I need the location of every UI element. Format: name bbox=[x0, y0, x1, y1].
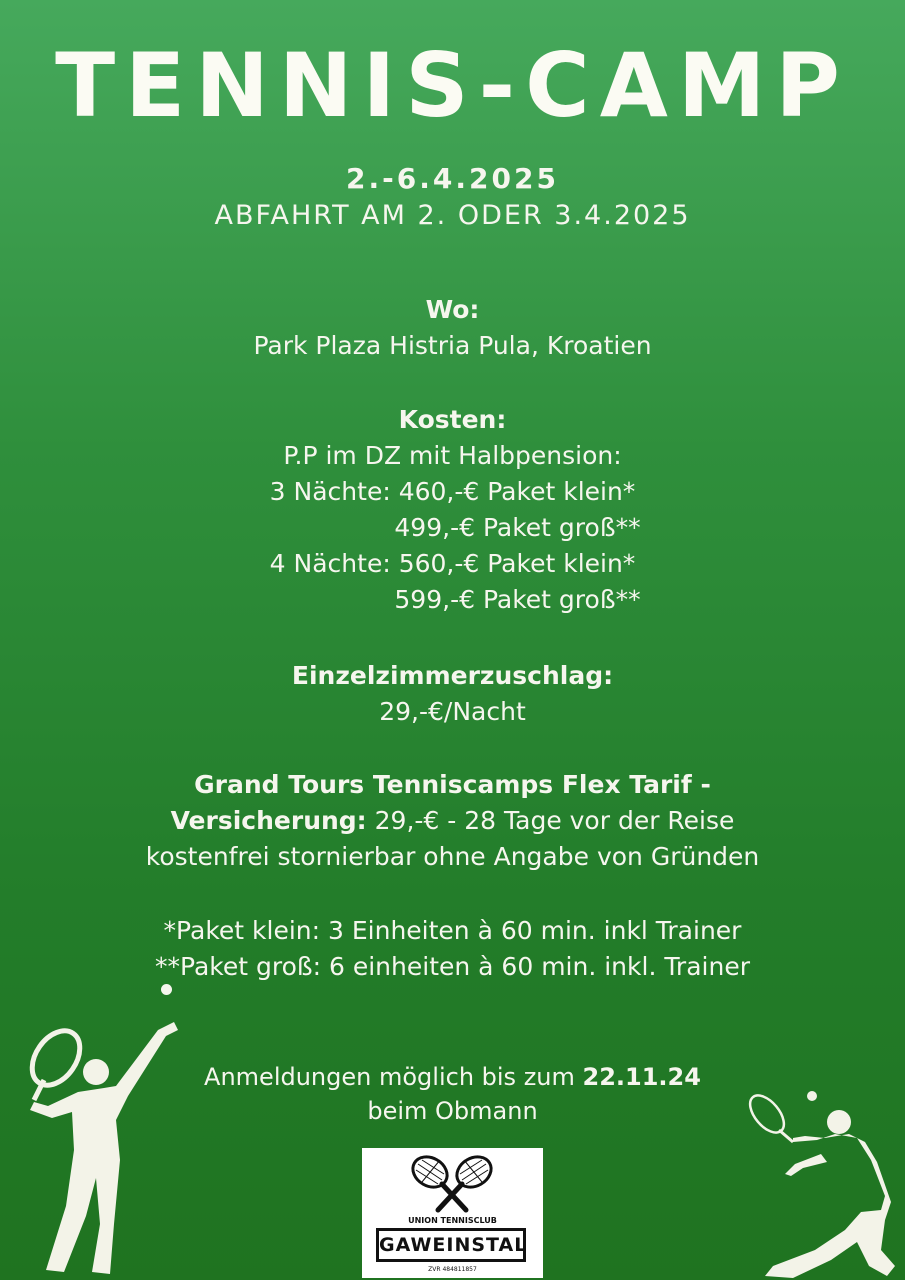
package-small-note: *Paket klein: 3 Einheiten à 60 min. inkl Trainer bbox=[163, 916, 742, 945]
crossed-rackets-icon bbox=[402, 1152, 502, 1216]
registration-deadline: 22.11.24 bbox=[582, 1063, 701, 1091]
tennis-ball-icon bbox=[161, 984, 172, 995]
location-heading: Wo: bbox=[425, 295, 480, 324]
location-section bbox=[0, 292, 905, 364]
club-logo bbox=[362, 1148, 543, 1278]
single-room-heading: Einzelzimmerzuschlag: bbox=[291, 661, 614, 690]
price-3-nights-small: 3 Nächte: 460,-€ Paket klein* bbox=[269, 477, 636, 506]
page-title: TENNIS-CAMP bbox=[55, 34, 850, 137]
single-room-section bbox=[0, 658, 905, 730]
departure-info: ABFAHRT AM 2. ODER 3.4.2025 bbox=[214, 200, 691, 231]
registration-contact: beim Obmann bbox=[367, 1097, 538, 1125]
price-3-nights-large: 499,-€ Paket groß** bbox=[394, 513, 641, 542]
price-4-nights-small: 4 Nächte: 560,-€ Paket klein* bbox=[269, 549, 636, 578]
registration-text: Anmeldungen möglich bis zum bbox=[204, 1063, 583, 1091]
tennis-player-left-icon bbox=[8, 1010, 198, 1280]
insurance-section bbox=[0, 767, 905, 875]
package-large-note: **Paket groß: 6 einheiten à 60 min. inkl. Trainer bbox=[155, 952, 750, 981]
club-logo-subtitle: UNION TENNISCLUB bbox=[408, 1216, 497, 1225]
club-logo-zvr: ZVR 484811857 bbox=[428, 1266, 477, 1273]
insurance-price: 29,-€ - 28 Tage vor der Reise bbox=[366, 806, 735, 835]
costs-subtitle: P.P im DZ mit Halbpension: bbox=[283, 441, 622, 470]
insurance-terms: kostenfrei stornierbar ohne Angabe von Gründen bbox=[145, 842, 760, 871]
insurance-heading: Grand Tours Tenniscamps Flex Tarif - bbox=[194, 770, 711, 799]
packages-section bbox=[0, 913, 905, 985]
camp-dates: 2.-6.4.2025 bbox=[346, 162, 559, 195]
single-room-value: 29,-€/Nacht bbox=[379, 697, 526, 726]
location-value: Park Plaza Histria Pula, Kroatien bbox=[253, 331, 652, 360]
costs-heading: Kosten: bbox=[398, 405, 507, 434]
costs-section bbox=[0, 402, 905, 618]
insurance-label: Versicherung: bbox=[170, 806, 367, 835]
price-4-nights-large: 599,-€ Paket groß** bbox=[394, 585, 641, 614]
tennis-player-right-icon bbox=[745, 1090, 900, 1280]
club-logo-name: GAWEINSTAL bbox=[376, 1228, 526, 1262]
